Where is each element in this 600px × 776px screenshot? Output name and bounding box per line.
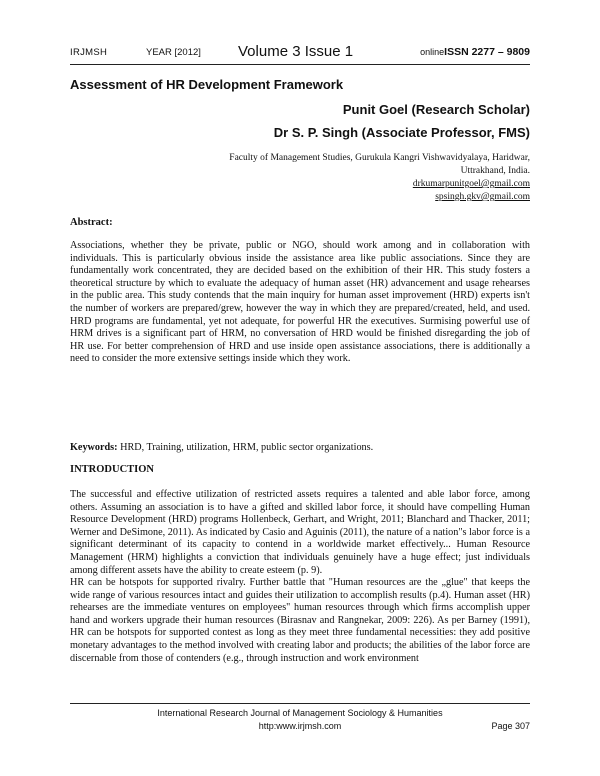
introduction-paragraph-2: HR can be hotspots for supported rivalry. Further battle that "Human resources are the „glue" that keeps the wide range of various resources intact and guides their utilization to accomplish results (p.4). Human asset (HR) rehearses are the immediate ventures on employees" human resources through which firms accomplish upper hand and workers upgrade their human resources (Birasnav and Rangnekar, 2009: 226). As per Barney (1991), HR can be hotspots for supported contest as long as they meet three fundamental necessities: they add positive monetary advantages to the method involved with creating labor and products; the abilities of the labor force are discernable from those of contenders (e.g., through instruction and work environment (70, 577, 530, 664)
author-2: Dr S. P. Singh (Associate Professor, FMS) (273, 125, 530, 140)
abstract-text: Associations, whether they be private, public or NGO, should work among and in collaboration with individuals. This is particularly obvious inside the assistance area like public associations. Since they are fundamentally work concentrated, they are decided based on the exhibition of their HR. This study fosters a theoretical structure by which to evaluate the adequacy of human asset (HR) advancement and usage rehearses in the public area. This study contends that the main inquiry for human asset improvement (HRD) experts isn't the number of workers are prepared/grew, however the way in which they are prepared/created, held, and used. HRD programs are fundamental, yet not adequate, for powerful HR the executives. Surmising powerful use of HRM drives is a significant part of HRM, no conversation of HRD would be finished disregarding the job of HR use. For better comprehension of HRD and use inside open assistance associations, there is additionally a need to consider the more extensive settings inside which they work. (70, 240, 530, 365)
article-title: Assessment of HR Development Framework (70, 77, 344, 92)
issn-label (420, 46, 530, 58)
email-1[interactable]: drkumarpunitgoel@gmail.com (412, 179, 530, 189)
page-number: Page 307 (491, 721, 530, 731)
journal-abbrev: IRJMSH (70, 47, 108, 58)
running-header (70, 36, 530, 65)
affiliation-line-1: Faculty of Management Studies, Gurukula Kangri Vishwavidyalaya, Haridwar, (229, 153, 530, 163)
keywords-text: HRD, Training, utilization, HRM, public sector organizations. (117, 442, 374, 453)
author-1: Punit Goel (Research Scholar) (342, 102, 530, 117)
keywords-label: Keywords: (70, 442, 118, 453)
online-label: online (420, 47, 445, 57)
email-2[interactable]: spsingh.gkv@gmail.com (435, 192, 530, 202)
affiliation-block (170, 152, 530, 204)
abstract-heading: Abstract: (70, 217, 113, 228)
introduction-paragraph-1: The successful and effective utilization of restricted assets requires a talented and able labor force, among others. Assuming an association is to have a gifted and skilled labor force, it should have compelling Human Resource Development (HRD) programs Hollenbeck, Gerhart, and Wright, 2011; Blanchard and Thacker, 2011; Werner and DeSimone, 2011). As indicated by Casio and Aguinis (2011), the nature of a nation"s labor force is a significant determinant of its capacity to contend in a worldwide market effectively... Human Resource Management (HRM) highlights a conviction that individuals genuinely have a huge effect; just individuals among different assets have the ability to create esteem (p. 9). (70, 489, 530, 576)
affiliation-line-2: Uttrakhand, India. (460, 166, 530, 176)
issn-number: ISSN 2277 – 9809 (444, 46, 530, 58)
introduction-heading: INTRODUCTION (70, 464, 155, 475)
keywords-line (70, 442, 530, 455)
footer-journal-name: International Research Journal of Management Sociology & Humanities (157, 708, 443, 718)
volume-issue: Volume 3 Issue 1 (238, 43, 354, 60)
page-footer (70, 703, 530, 744)
footer-url[interactable]: http:www.irjmsh.com (258, 721, 342, 731)
year-label: YEAR [2012] (146, 47, 201, 58)
